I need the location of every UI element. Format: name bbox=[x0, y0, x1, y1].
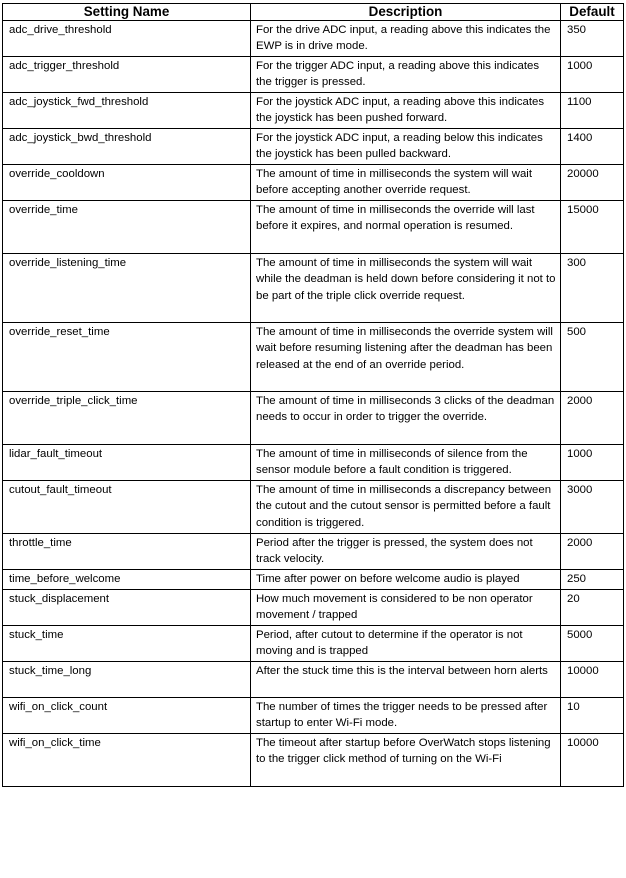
table-row bbox=[3, 570, 624, 590]
default-value-cell: 20000 bbox=[561, 165, 624, 201]
description-cell: The amount of time in milliseconds the system will wait before accepting another override request. bbox=[251, 165, 561, 201]
default-value-cell: 1000 bbox=[561, 57, 624, 93]
default-value-cell: 500 bbox=[561, 323, 624, 392]
setting-name-cell: wifi_on_click_time bbox=[3, 734, 251, 787]
header-row bbox=[3, 4, 624, 21]
default-value-cell: 5000 bbox=[561, 626, 624, 662]
default-value-cell: 2000 bbox=[561, 392, 624, 445]
table-row bbox=[3, 481, 624, 534]
table-row bbox=[3, 590, 624, 626]
setting-name-cell: adc_joystick_bwd_threshold bbox=[3, 129, 251, 165]
description-cell: For the joystick ADC input, a reading above this indicates the joystick has been pushed forward. bbox=[251, 93, 561, 129]
table-row bbox=[3, 734, 624, 787]
setting-name-cell: cutout_fault_timeout bbox=[3, 481, 251, 534]
default-value-cell: 3000 bbox=[561, 481, 624, 534]
setting-name-cell: override_listening_time bbox=[3, 254, 251, 323]
table-row bbox=[3, 129, 624, 165]
table-row bbox=[3, 626, 624, 662]
setting-name-cell: override_cooldown bbox=[3, 165, 251, 201]
settings-table bbox=[2, 3, 624, 787]
table-row bbox=[3, 165, 624, 201]
default-value-cell: 2000 bbox=[561, 534, 624, 570]
description-cell: Period, after cutout to determine if the operator is not moving and is trapped bbox=[251, 626, 561, 662]
table-row bbox=[3, 201, 624, 254]
table-row bbox=[3, 93, 624, 129]
setting-name-cell: stuck_time bbox=[3, 626, 251, 662]
setting-name-cell: adc_trigger_threshold bbox=[3, 57, 251, 93]
setting-name-cell: time_before_welcome bbox=[3, 570, 251, 590]
default-value-cell: 1000 bbox=[561, 445, 624, 481]
setting-name-cell: adc_drive_threshold bbox=[3, 21, 251, 57]
description-cell: The amount of time in milliseconds of silence from the sensor module before a fault condition is triggered. bbox=[251, 445, 561, 481]
setting-name-cell: override_triple_click_time bbox=[3, 392, 251, 445]
table-row bbox=[3, 254, 624, 323]
setting-name-cell: override_reset_time bbox=[3, 323, 251, 392]
default-value-cell: 15000 bbox=[561, 201, 624, 254]
description-cell: Period after the trigger is pressed, the system does not track velocity. bbox=[251, 534, 561, 570]
description-cell: The amount of time in milliseconds the override will last before it expires, and normal operation is resumed. bbox=[251, 201, 561, 254]
default-value-cell: 350 bbox=[561, 21, 624, 57]
default-value-cell: 250 bbox=[561, 570, 624, 590]
description-cell: For the drive ADC input, a reading above this indicates the EWP is in drive mode. bbox=[251, 21, 561, 57]
description-cell: For the joystick ADC input, a reading below this indicates the joystick has been pulled backward. bbox=[251, 129, 561, 165]
description-cell: The amount of time in milliseconds the override system will wait before resuming listening after the deadman has been released at the end of an override period. bbox=[251, 323, 561, 392]
setting-name-cell: override_time bbox=[3, 201, 251, 254]
default-value-cell: 300 bbox=[561, 254, 624, 323]
header-setting-name: Setting Name bbox=[3, 4, 251, 21]
table-row bbox=[3, 698, 624, 734]
description-cell: The amount of time in milliseconds 3 clicks of the deadman needs to occur in order to trigger the override. bbox=[251, 392, 561, 445]
setting-name-cell: adc_joystick_fwd_threshold bbox=[3, 93, 251, 129]
setting-name-cell: throttle_time bbox=[3, 534, 251, 570]
setting-name-cell: lidar_fault_timeout bbox=[3, 445, 251, 481]
description-cell: The amount of time in milliseconds the system will wait while the deadman is held down before considering it not to be part of the triple click override request. bbox=[251, 254, 561, 323]
description-cell: The amount of time in milliseconds a discrepancy between the cutout and the cutout sensor is permitted before a fault condition is triggered. bbox=[251, 481, 561, 534]
setting-name-cell: stuck_time_long bbox=[3, 662, 251, 698]
default-value-cell: 1100 bbox=[561, 93, 624, 129]
description-cell: How much movement is considered to be non operator movement / trapped bbox=[251, 590, 561, 626]
default-value-cell: 10 bbox=[561, 698, 624, 734]
default-value-cell: 1400 bbox=[561, 129, 624, 165]
table-row bbox=[3, 392, 624, 445]
table-row bbox=[3, 57, 624, 93]
setting-name-cell: stuck_displacement bbox=[3, 590, 251, 626]
table-row bbox=[3, 21, 624, 57]
table-row bbox=[3, 445, 624, 481]
settings-table-wrapper bbox=[2, 3, 623, 787]
description-cell: The timeout after startup before OverWatch stops listening to the trigger click method of turning on the Wi-Fi bbox=[251, 734, 561, 787]
table-row bbox=[3, 662, 624, 698]
description-cell: Time after power on before welcome audio is played bbox=[251, 570, 561, 590]
table-row bbox=[3, 534, 624, 570]
description-cell: After the stuck time this is the interval between horn alerts bbox=[251, 662, 561, 698]
default-value-cell: 10000 bbox=[561, 662, 624, 698]
default-value-cell: 10000 bbox=[561, 734, 624, 787]
header-default: Default bbox=[561, 4, 624, 21]
setting-name-cell: wifi_on_click_count bbox=[3, 698, 251, 734]
table-row bbox=[3, 323, 624, 392]
description-cell: For the trigger ADC input, a reading above this indicates the trigger is pressed. bbox=[251, 57, 561, 93]
description-cell: The number of times the trigger needs to be pressed after startup to enter Wi-Fi mode. bbox=[251, 698, 561, 734]
header-description: Description bbox=[251, 4, 561, 21]
default-value-cell: 20 bbox=[561, 590, 624, 626]
